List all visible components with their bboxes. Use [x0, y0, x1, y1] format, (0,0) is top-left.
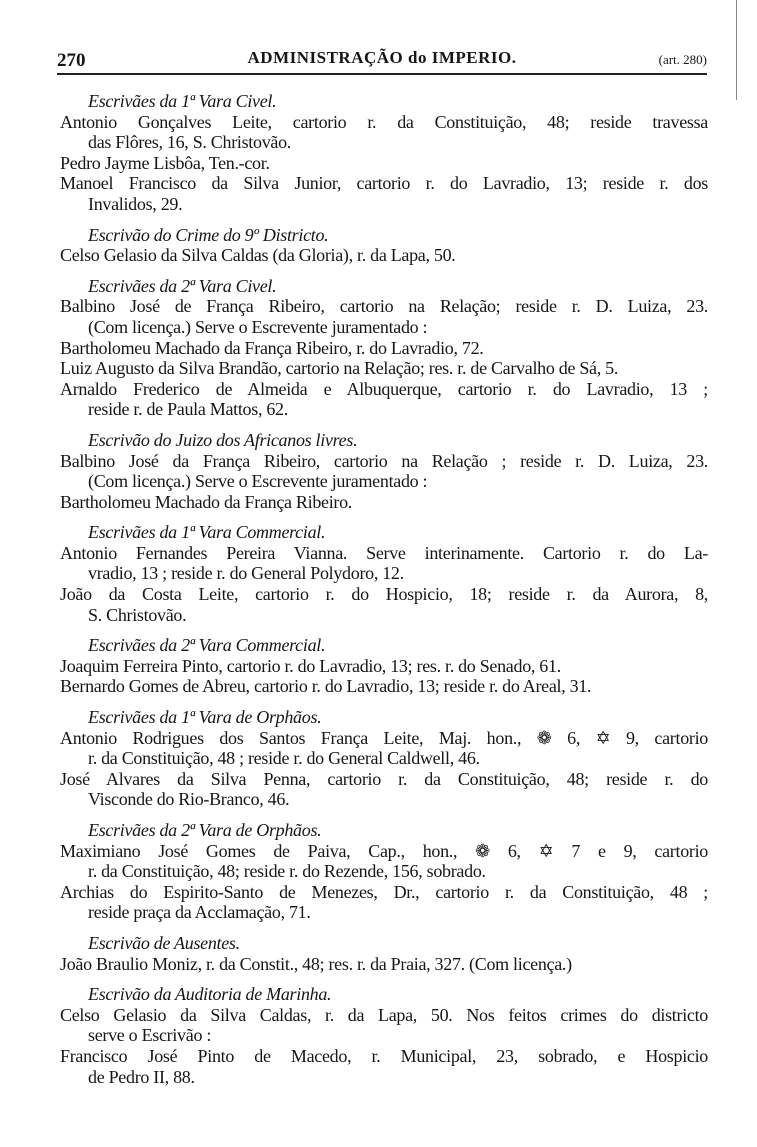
section-heading: Escrivães da 2ª Vara de Orphãos.	[88, 820, 322, 840]
entry	[60, 954, 708, 975]
section	[60, 984, 708, 1087]
entry-line: Manoel Francisco da Silva Junior, cartorio r. do Lavradio, 13; reside r. dos	[60, 173, 708, 194]
article-reference: (art. 280)	[658, 52, 707, 67]
entry-continuation-line: Invalidos, 29.	[88, 193, 183, 214]
entry	[60, 296, 708, 337]
entry-line: Antonio Rodrigues dos Santos França Leite, Maj. hon., ❁ 6, ✡ 9, cartorio	[60, 727, 708, 748]
entry-line: João Braulio Moniz, r. da Constit., 48; res. r. da Praia, 327. (Com licença.)	[60, 953, 572, 974]
entry-line: Arnaldo Frederico de Almeida e Albuquerque, cartorio r. do Lavradio, 13 ;	[60, 378, 708, 399]
page-number: 270	[57, 50, 86, 71]
entry-line: Maximiano José Gomes de Paiva, Cap., hon., ❁ 6, ✡ 7 e 9, cartorio	[60, 840, 708, 861]
entry	[60, 173, 708, 214]
section	[60, 430, 708, 512]
section	[60, 91, 708, 215]
section	[60, 276, 708, 420]
entry-line: Bernardo Gomes de Abreu, cartorio r. do Lavradio, 13; reside r. do Areal, 31.	[60, 676, 592, 697]
entry	[60, 338, 708, 359]
entry	[60, 769, 708, 810]
entry-continuation-line: das Flôres, 16, S. Christovão.	[88, 132, 292, 153]
entry	[60, 451, 708, 492]
entry	[60, 841, 708, 882]
entry-line: Balbino José da França Ribeiro, cartorio na Relação ; reside r. D. Luiza, 23.	[60, 450, 708, 471]
entry-line: Balbino José de França Ribeiro, cartorio na Relação; reside r. D. Luiza, 23.	[60, 296, 708, 317]
entry-continuation-line: S. Christovão.	[88, 604, 187, 625]
section-heading: Escrivão da Auditoria de Marinha.	[88, 984, 332, 1005]
section	[60, 225, 708, 266]
entry-line: Bartholomeu Machado da França Ribeiro.	[60, 491, 353, 512]
page-body	[60, 91, 708, 1087]
entry	[60, 882, 708, 923]
entry	[60, 492, 708, 513]
entry-continuation-line: reside praça da Acclamação, 71.	[88, 902, 311, 923]
entry	[60, 379, 708, 420]
section	[60, 707, 708, 810]
entry	[60, 728, 708, 769]
section-heading: Escrivães da 1ª Vara Commercial.	[88, 522, 326, 543]
section	[60, 933, 708, 974]
entry	[60, 245, 708, 266]
page-header	[57, 44, 707, 72]
scan-margin-line	[736, 0, 737, 100]
entry	[60, 543, 708, 584]
entry-line: Francisco José Pinto de Macedo, r. Municipal, 23, sobrado, e Hospicio	[60, 1045, 708, 1066]
section-heading: Escrivães da 2ª Vara Commercial.	[88, 635, 326, 656]
entry-line: Bartholomeu Machado da França Ribeiro, r. do Lavradio, 72.	[60, 337, 484, 358]
section-heading: Escrivães da 1ª Vara de Orphãos.	[88, 707, 322, 728]
entry-line: Celso Gelasio da Silva Caldas, r. da Lapa, 50. Nos feitos crimes do districto	[60, 1004, 708, 1025]
entry	[60, 656, 708, 677]
entry	[60, 358, 708, 379]
entry-line: Luiz Augusto da Silva Brandão, cartorio na Relação; res. r. de Carvalho de Sá, 5.	[60, 358, 619, 379]
entry	[60, 584, 708, 625]
entry-line: Antonio Fernandes Pereira Vianna. Serve interinamente. Cartorio r. do La-	[60, 542, 708, 563]
entry-line: João da Costa Leite, cartorio r. do Hospicio, 18; reside r. da Aurora, 8,	[60, 584, 708, 605]
section-heading: Escrivães da 2ª Vara Civel.	[88, 275, 277, 296]
entry-line: José Alvares da Silva Penna, cartorio r. da Constituição, 48; reside r. do	[60, 768, 708, 789]
entry-continuation-line: Visconde do Rio-Branco, 46.	[88, 789, 290, 810]
entry-line: Pedro Jayme Lisbôa, Ten.-cor.	[60, 152, 270, 173]
section-heading: Escrivão de Ausentes.	[88, 932, 240, 953]
entry	[60, 1005, 708, 1046]
section	[60, 635, 708, 697]
entry-continuation-line: (Com licença.) Serve o Escrevente juramentado :	[88, 471, 428, 492]
entry	[60, 676, 708, 697]
entry-line: Celso Gelasio da Silva Caldas (da Gloria), r. da Lapa, 50.	[60, 245, 456, 266]
section-heading: Escrivão do Crime do 9º Districto.	[88, 224, 329, 245]
entry-continuation-line: de Pedro II, 88.	[88, 1066, 195, 1087]
entry-continuation-line: (Com licença.) Serve o Escrevente juramentado :	[88, 316, 428, 337]
entry-line: Archias do Espirito-Santo de Menezes, Dr., cartorio r. da Constituição, 48 ;	[60, 881, 708, 902]
section	[60, 522, 708, 625]
section-heading: Escrivães da 1ª Vara Civel.	[88, 91, 277, 111]
entry-continuation-line: vradio, 13 ; reside r. do General Polydoro, 12.	[88, 563, 404, 584]
entry-continuation-line: r. da Constituição, 48; reside r. do Rezende, 156, sobrado.	[88, 861, 486, 882]
entry-continuation-line: serve o Escrivão :	[88, 1025, 212, 1046]
entry	[60, 1046, 708, 1087]
entry-continuation-line: r. da Constituição, 48 ; reside r. do General Caldwell, 46.	[88, 748, 480, 769]
entry-line: Antonio Gonçalves Leite, cartorio r. da Constituição, 48; reside travessa	[60, 111, 708, 132]
section	[60, 820, 708, 923]
section-heading: Escrivão do Juizo dos Africanos livres.	[88, 429, 358, 450]
entry	[60, 153, 708, 174]
running-title: ADMINISTRAÇÃO do IMPERIO.	[247, 48, 517, 67]
entry-line: Joaquim Ferreira Pinto, cartorio r. do Lavradio, 13; res. r. do Senado, 61.	[60, 655, 561, 676]
header-rule	[57, 73, 707, 75]
entry-continuation-line: reside r. de Paula Mattos, 62.	[88, 399, 288, 420]
entry	[60, 112, 708, 153]
